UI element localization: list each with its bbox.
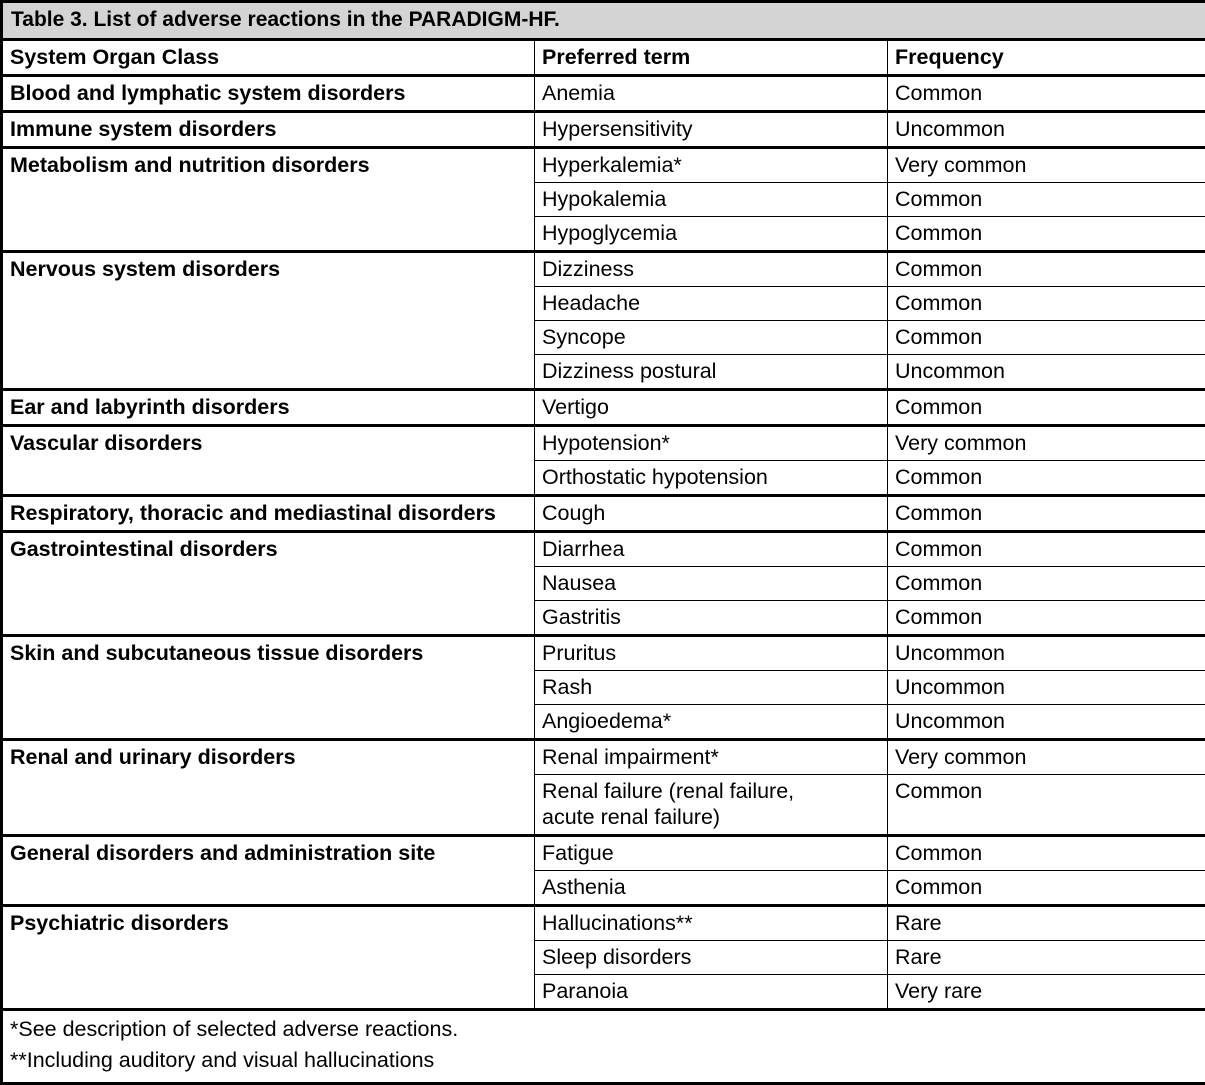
table-header [2,2,1205,76]
cell-preferred-term: Angioedema* [535,705,888,740]
cell-system-organ-class: Renal and urinary disorders [2,740,535,836]
cell-preferred-term: Paranoia [535,975,888,1010]
cell-frequency: Common [888,871,1205,906]
cell-frequency: Very common [888,148,1205,183]
cell-frequency: Common [888,390,1205,426]
cell-preferred-term: Hypoglycemia [535,217,888,252]
cell-preferred-term: Gastritis [535,601,888,636]
cell-frequency: Common [888,252,1205,287]
cell-frequency: Uncommon [888,636,1205,671]
column-header-preferred-term: Preferred term [535,40,888,76]
cell-preferred-term: Vertigo [535,390,888,426]
cell-preferred-term: Hyperkalemia* [535,148,888,183]
cell-frequency: Common [888,532,1205,567]
table-row [2,426,1205,461]
cell-system-organ-class: Blood and lymphatic system disorders [2,76,535,112]
cell-preferred-term: Fatigue [535,836,888,871]
table-caption: Table 3. List of adverse reactions in the PARADIGM-HF. [2,2,1205,40]
cell-frequency: Common [888,461,1205,496]
cell-frequency: Common [888,775,1205,836]
cell-preferred-term: Headache [535,287,888,321]
cell-frequency: Common [888,321,1205,355]
cell-frequency: Uncommon [888,112,1205,148]
cell-frequency: Common [888,183,1205,217]
column-header-frequency: Frequency [888,40,1205,76]
cell-frequency: Uncommon [888,705,1205,740]
cell-preferred-term: Renal impairment* [535,740,888,775]
cell-preferred-term: Diarrhea [535,532,888,567]
footnote-line: *See description of selected adverse reactions. [10,1014,1198,1045]
cell-frequency: Uncommon [888,671,1205,705]
table-row [2,112,1205,148]
cell-frequency: Common [888,567,1205,601]
cell-frequency: Common [888,601,1205,636]
cell-frequency: Rare [888,941,1205,975]
cell-system-organ-class: Ear and labyrinth disorders [2,390,535,426]
cell-preferred-term: Orthostatic hypotension [535,461,888,496]
cell-preferred-term: Sleep disorders [535,941,888,975]
cell-frequency: Very rare [888,975,1205,1010]
cell-preferred-term: Hallucinations** [535,906,888,941]
cell-preferred-term: Dizziness postural [535,355,888,390]
cell-preferred-term: Dizziness [535,252,888,287]
cell-frequency: Very common [888,426,1205,461]
table-row [2,906,1205,941]
cell-preferred-term: Rash [535,671,888,705]
column-header-system-organ-class: System Organ Class [2,40,535,76]
cell-frequency: Common [888,217,1205,252]
table-row [2,252,1205,287]
cell-system-organ-class: Vascular disorders [2,426,535,496]
table-row [2,76,1205,112]
cell-preferred-term: Pruritus [535,636,888,671]
cell-system-organ-class: Skin and subcutaneous tissue disorders [2,636,535,740]
cell-frequency: Common [888,287,1205,321]
cell-preferred-term: Nausea [535,567,888,601]
footnote-cell [2,1010,1205,1084]
cell-system-organ-class: Psychiatric disorders [2,906,535,1010]
cell-preferred-term: Anemia [535,76,888,112]
table-row [2,740,1205,775]
cell-system-organ-class: Gastrointestinal disorders [2,532,535,636]
cell-system-organ-class: Nervous system disorders [2,252,535,390]
table-body [2,76,1205,1010]
cell-preferred-term: Asthenia [535,871,888,906]
cell-system-organ-class: Metabolism and nutrition disorders [2,148,535,252]
cell-system-organ-class: General disorders and administration site [2,836,535,906]
table-row [2,496,1205,532]
table-row [2,836,1205,871]
cell-preferred-term: Syncope [535,321,888,355]
column-header-row [2,40,1205,76]
cell-preferred-term: Cough [535,496,888,532]
table-row [2,390,1205,426]
cell-frequency: Very common [888,740,1205,775]
cell-frequency: Rare [888,906,1205,941]
table-row [2,532,1205,567]
cell-frequency: Common [888,496,1205,532]
cell-frequency: Common [888,76,1205,112]
table-caption-row [2,2,1205,40]
cell-preferred-term: Renal failure (renal failure, acute renal failure) [535,775,888,836]
table-row [2,148,1205,183]
table-row [2,636,1205,671]
footnote-row [2,1010,1205,1084]
table-footer [2,1010,1205,1084]
cell-preferred-term: Hypotension* [535,426,888,461]
cell-preferred-term: Hypokalemia [535,183,888,217]
cell-preferred-term: Hypersensitivity [535,112,888,148]
cell-system-organ-class: Respiratory, thoracic and mediastinal disorders [2,496,535,532]
cell-frequency: Common [888,836,1205,871]
footnote-line: **Including auditory and visual hallucinations [10,1045,1198,1076]
cell-frequency: Uncommon [888,355,1205,390]
cell-system-organ-class: Immune system disorders [2,112,535,148]
